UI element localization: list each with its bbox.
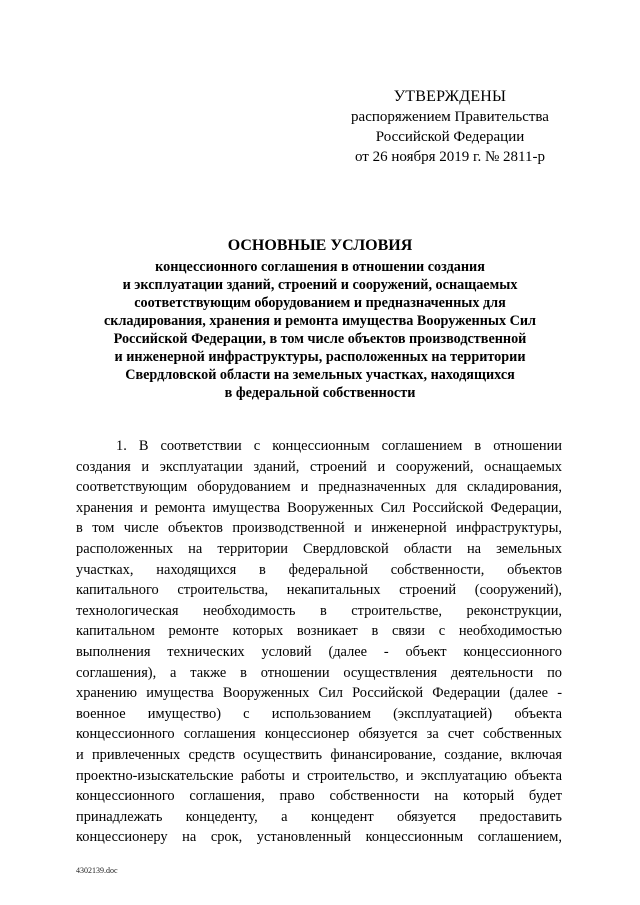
body-line: создания и эксплуатации зданий, строений и сооружений, оснащаемых [76,458,562,475]
body-line: в том числе объектов производственной и инженерной инфраструктуры, [76,520,562,537]
document-heading [60,236,580,402]
document-subtitle [60,258,580,402]
body-line: соглашения), а также в отношении осуществления деятельности по [76,664,562,681]
body-line: концессионеру на срок, установленный концессионным соглашением, [76,829,562,846]
body-line: хранению имущества Вооруженных Сил Российской Федерации (далее - [76,685,562,702]
subtitle-line: соответствующим оборудованием и предназначенных для [134,295,506,311]
body-line: проектно-изыскательские работы и строительство, и эксплуатацию объекта [76,767,562,784]
body-line: выполнения технических условий (далее - объект концессионного [76,643,562,660]
document-title: ОСНОВНЫЕ УСЛОВИЯ [227,237,413,254]
body-line: технологическая необходимость в строительстве, реконструкции, [76,602,562,619]
body-line: капитальном ремонте которых возникает в связи с необходимостью [76,623,562,640]
subtitle-line: и эксплуатации зданий, строений и сооружений, оснащаемых [122,277,518,293]
approval-block [330,87,570,167]
body-line: расположенных на территории Свердловской области на земельных [76,540,562,557]
body-line: участках, находящихся в федеральной собственности, объектов [76,561,562,578]
subtitle-line: складирования, хранения и ремонта имущества Вооруженных Сил [104,313,536,329]
body-line: концессионного соглашения, право собственности на который будет [76,788,562,805]
approval-line: Российской Федерации [375,129,525,145]
subtitle-line: и инженерной инфраструктуры, расположенных на территории [114,349,526,365]
body-line: 1. В соответствии с концессионным соглашением в отношении [116,438,562,454]
body-line: военное имущество) с использованием (эксплуатацией) объекта [76,705,562,722]
body-line: хранения и ремонта имущества Вооруженных Сил Российской Федерации, [76,499,562,516]
approval-line: распоряжением Правительства [351,109,549,125]
subtitle-line: Российской Федерации, в том числе объектов производственной [113,331,527,347]
body-line: и привлеченных средств осуществить финансирование, создание, включая [76,746,562,763]
body-paragraph [76,436,562,848]
body-line: концессионного соглашения концессионер обязуется за счет собственных [76,726,562,743]
document-file-id: 4302139.doc [76,866,118,875]
approval-heading: УТВЕРЖДЕНЫ [393,88,507,105]
body-line: соответствующим оборудованием и предназначенных для складирования, [76,479,562,496]
subtitle-line: концессионного соглашения в отношении создания [155,259,485,275]
body-line: принадлежать концеденту, а концедент обязуется предоставить [76,808,562,825]
body-line: капитального строительства, некапитальных строений (сооружений), [76,582,562,599]
approval-date-line: от 26 ноября 2019 г. № 2811-р [355,149,545,165]
subtitle-line: в федеральной собственности [224,385,416,401]
subtitle-line: Свердловской области на земельных участках, находящихся [125,367,515,383]
